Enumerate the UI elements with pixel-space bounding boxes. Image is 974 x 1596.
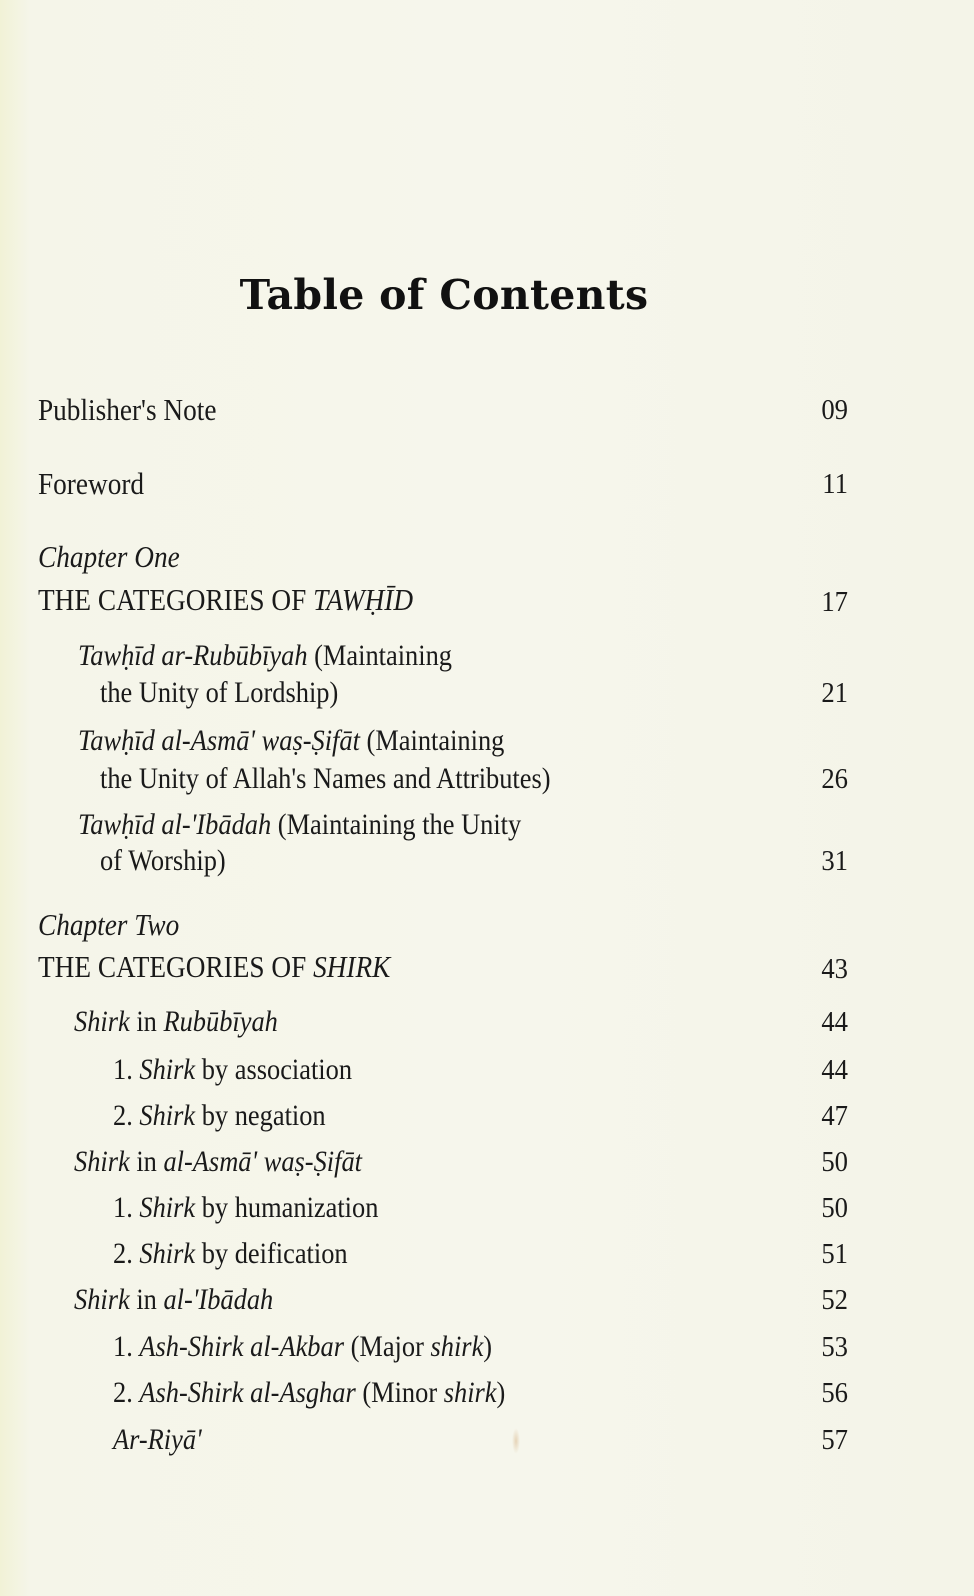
toc-entry-chapter-one[interactable] [0, 580, 974, 620]
toc-page-number: 21 [821, 677, 848, 709]
toc-entry-tawhid-rububiyah-line2[interactable]: the Unity of Lordship) 21 [0, 673, 974, 713]
toc-entry-shirk-ibadah[interactable]: Shirk in al-'Ibādah 52 [0, 1280, 974, 1320]
toc-page-number: 57 [821, 1424, 848, 1456]
chapter-heading: THE CATEGORIES OF TAWḤĪD [38, 582, 414, 617]
paper-stain [512, 1428, 520, 1454]
chapter-label: Chapter One [38, 539, 180, 574]
toc-page-number: 52 [821, 1284, 848, 1316]
chapter-one-label-row [0, 537, 974, 577]
toc-entry-tawhid-rububiyah[interactable]: Tawḥīd ar-Rubūbīyah (Maintaining [78, 639, 452, 672]
toc-page-number: 09 [821, 394, 848, 426]
toc-entry-tawhid-ibadah-line2[interactable]: of Worship) 31 [0, 841, 974, 881]
toc-entry-shirk-rububiyah[interactable]: Shirk in Rubūbīyah 44 [0, 1002, 974, 1042]
page-title: Table of Contents [239, 271, 649, 320]
toc-page-number: 47 [821, 1100, 848, 1132]
toc-entry-label: Foreword [38, 466, 145, 501]
toc-entry-shirk-deification[interactable]: 2. Shirk by deification 51 [0, 1234, 974, 1274]
toc-entry-shirk-association[interactable]: 1. Shirk by association 44 [0, 1050, 974, 1090]
chapter-label: Chapter Two [38, 907, 180, 942]
toc-page-number: 53 [821, 1331, 848, 1363]
toc-entry-major-shirk[interactable]: 1. Ash-Shirk al-Akbar (Major shirk) 53 [0, 1327, 974, 1367]
toc-page-number: 51 [821, 1238, 848, 1270]
toc-entry-shirk-asma-sifat[interactable]: Shirk in al-Asmā' waṣ-Ṣifāt 50 [0, 1142, 974, 1182]
chapter-heading: THE CATEGORIES OF SHIRK [38, 949, 391, 984]
toc-entry-tawhid-ibadah[interactable]: Tawḥīd al-'Ibādah (Maintaining the Unity [78, 808, 522, 841]
toc-entry-shirk-humanization[interactable]: 1. Shirk by humanization 50 [0, 1188, 974, 1228]
toc-page-number: 44 [821, 1054, 848, 1086]
toc-page-number: 56 [821, 1377, 848, 1409]
toc-entry-label: Publisher's Note [38, 392, 217, 427]
toc-page-number: 17 [821, 586, 848, 618]
toc-entry-foreword[interactable] [0, 464, 974, 504]
toc-page-number: 44 [821, 1006, 848, 1038]
toc-page-number: 50 [821, 1192, 848, 1224]
toc-entry-ar-riya[interactable]: Ar-Riyā' 57 [0, 1420, 974, 1460]
toc-page-number: 31 [821, 845, 848, 877]
toc-entry-minor-shirk[interactable]: 2. Ash-Shirk al-Asghar (Minor shirk) 56 [0, 1373, 974, 1413]
chapter-two-label-row [0, 905, 974, 945]
toc-page-number: 11 [822, 468, 848, 500]
toc-entry-chapter-two[interactable] [0, 947, 974, 987]
toc-entry-publishers-note[interactable] [0, 390, 974, 430]
toc-page-number: 26 [821, 763, 848, 795]
toc-page-number: 50 [821, 1146, 848, 1178]
toc-page-number: 43 [821, 953, 848, 985]
toc-entry-tawhid-asma-sifat-line2[interactable]: the Unity of Allah's Names and Attributes) 26 [0, 759, 974, 799]
toc-entry-tawhid-asma-sifat[interactable]: Tawḥīd al-Asmā' waṣ-Ṣifāt (Maintaining [78, 724, 505, 757]
toc-entry-shirk-negation[interactable]: 2. Shirk by negation 47 [0, 1096, 974, 1136]
